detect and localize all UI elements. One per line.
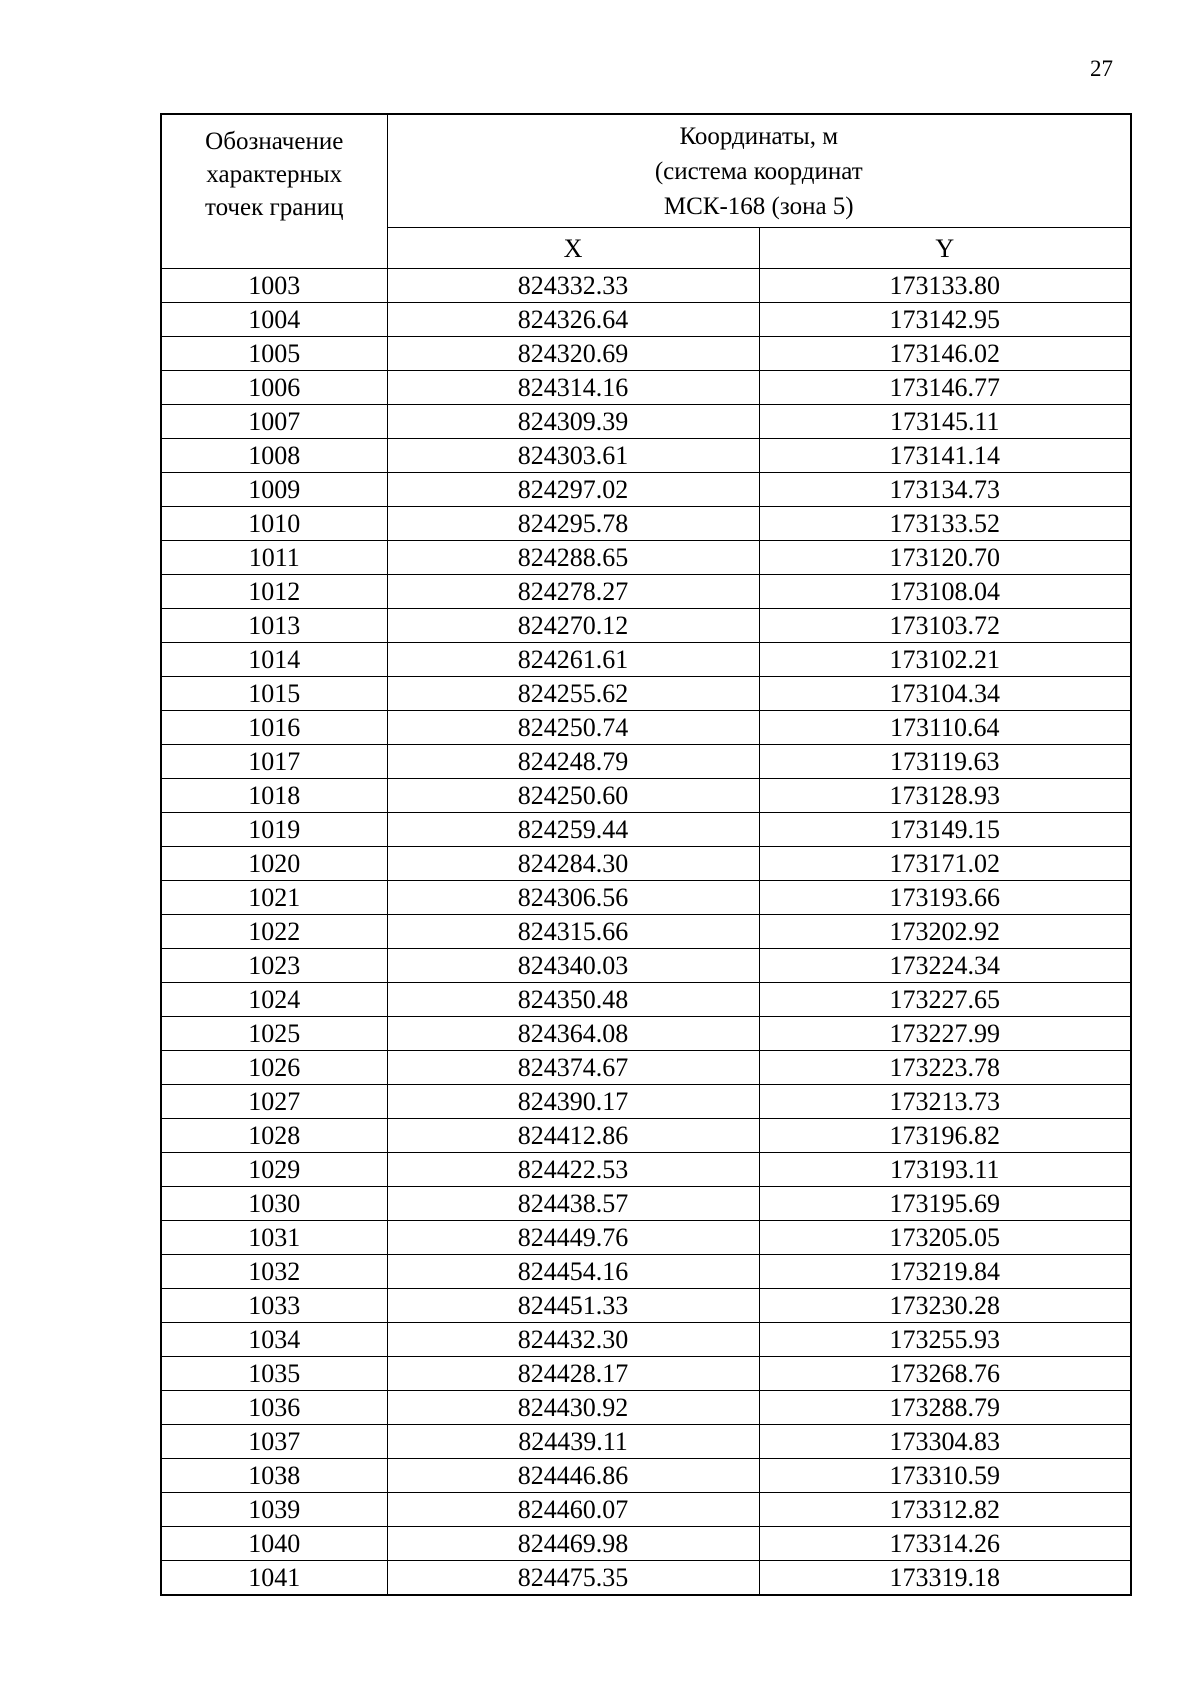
y-coordinate-cell: 173205.05 bbox=[759, 1221, 1131, 1255]
table-row bbox=[161, 983, 1131, 1017]
y-coordinate-cell: 173110.64 bbox=[759, 711, 1131, 745]
y-coordinate-cell: 173195.69 bbox=[759, 1187, 1131, 1221]
table-row bbox=[161, 881, 1131, 915]
y-coordinate-cell: 173149.15 bbox=[759, 813, 1131, 847]
y-coordinate-cell: 173193.11 bbox=[759, 1153, 1131, 1187]
point-cell: 1013 bbox=[161, 609, 387, 643]
table-row bbox=[161, 1323, 1131, 1357]
table-row bbox=[161, 1255, 1131, 1289]
y-coordinate-cell: 173134.73 bbox=[759, 473, 1131, 507]
point-cell: 1035 bbox=[161, 1357, 387, 1391]
table-row bbox=[161, 507, 1131, 541]
point-cell: 1020 bbox=[161, 847, 387, 881]
point-cell: 1040 bbox=[161, 1527, 387, 1561]
table-row bbox=[161, 439, 1131, 473]
table-row bbox=[161, 779, 1131, 813]
table-row bbox=[161, 1153, 1131, 1187]
point-cell: 1015 bbox=[161, 677, 387, 711]
y-coordinate-cell: 173145.11 bbox=[759, 405, 1131, 439]
y-coordinate-cell: 173146.77 bbox=[759, 371, 1131, 405]
x-coordinate-cell: 824295.78 bbox=[387, 507, 759, 541]
coords-header-line: Координаты, м bbox=[679, 122, 839, 150]
point-cell: 1041 bbox=[161, 1561, 387, 1596]
table-row bbox=[161, 643, 1131, 677]
x-coordinate-cell: 824449.76 bbox=[387, 1221, 759, 1255]
x-coordinate-cell: 824428.17 bbox=[387, 1357, 759, 1391]
y-coordinate-cell: 173141.14 bbox=[759, 439, 1131, 473]
point-cell: 1036 bbox=[161, 1391, 387, 1425]
y-coordinate-cell: 173133.80 bbox=[759, 269, 1131, 303]
x-coordinate-cell: 824320.69 bbox=[387, 337, 759, 371]
x-coordinate-cell: 824250.74 bbox=[387, 711, 759, 745]
point-cell: 1005 bbox=[161, 337, 387, 371]
x-coordinate-cell: 824248.79 bbox=[387, 745, 759, 779]
table-row bbox=[161, 915, 1131, 949]
x-coordinate-cell: 824315.66 bbox=[387, 915, 759, 949]
y-coordinate-cell: 173310.59 bbox=[759, 1459, 1131, 1493]
y-coordinate-cell: 173102.21 bbox=[759, 643, 1131, 677]
x-coordinate-cell: 824390.17 bbox=[387, 1085, 759, 1119]
x-coordinate-cell: 824460.07 bbox=[387, 1493, 759, 1527]
table-row bbox=[161, 677, 1131, 711]
coords-header-line: (система координат bbox=[654, 157, 863, 185]
point-cell: 1029 bbox=[161, 1153, 387, 1187]
y-coordinate-cell: 173213.73 bbox=[759, 1085, 1131, 1119]
x-coordinate-cell: 824454.16 bbox=[387, 1255, 759, 1289]
x-coordinate-cell: 824364.08 bbox=[387, 1017, 759, 1051]
x-coordinate-cell: 824469.98 bbox=[387, 1527, 759, 1561]
y-coordinate-cell: 173142.95 bbox=[759, 303, 1131, 337]
table-row bbox=[161, 303, 1131, 337]
x-coordinate-cell: 824432.30 bbox=[387, 1323, 759, 1357]
page-number: 27 bbox=[1090, 56, 1113, 81]
y-coordinate-cell: 173219.84 bbox=[759, 1255, 1131, 1289]
y-coordinate-cell: 173268.76 bbox=[759, 1357, 1131, 1391]
table-row bbox=[161, 1289, 1131, 1323]
x-coordinate-cell: 824255.62 bbox=[387, 677, 759, 711]
point-cell: 1010 bbox=[161, 507, 387, 541]
table-body bbox=[161, 269, 1131, 1596]
point-cell: 1004 bbox=[161, 303, 387, 337]
point-cell: 1039 bbox=[161, 1493, 387, 1527]
x-coordinate-cell: 824374.67 bbox=[387, 1051, 759, 1085]
point-cell: 1032 bbox=[161, 1255, 387, 1289]
y-coordinate-cell: 173224.34 bbox=[759, 949, 1131, 983]
point-cell: 1021 bbox=[161, 881, 387, 915]
y-coordinate-cell: 173314.26 bbox=[759, 1527, 1131, 1561]
y-coordinate-cell: 173227.65 bbox=[759, 983, 1131, 1017]
point-cell: 1028 bbox=[161, 1119, 387, 1153]
x-coordinate-cell: 824288.65 bbox=[387, 541, 759, 575]
x-column-header: X bbox=[387, 228, 759, 269]
point-header-line: характерных bbox=[206, 161, 343, 188]
point-cell: 1023 bbox=[161, 949, 387, 983]
y-coordinate-cell: 173223.78 bbox=[759, 1051, 1131, 1085]
y-coordinate-cell: 173104.34 bbox=[759, 677, 1131, 711]
x-coordinate-cell: 824326.64 bbox=[387, 303, 759, 337]
table-row bbox=[161, 405, 1131, 439]
table-row bbox=[161, 575, 1131, 609]
table-row bbox=[161, 847, 1131, 881]
coordinates-table bbox=[160, 113, 1132, 1596]
table-row bbox=[161, 1357, 1131, 1391]
x-coordinate-cell: 824284.30 bbox=[387, 847, 759, 881]
point-cell: 1003 bbox=[161, 269, 387, 303]
y-coordinate-cell: 173108.04 bbox=[759, 575, 1131, 609]
x-coordinate-cell: 824261.61 bbox=[387, 643, 759, 677]
x-coordinate-cell: 824278.27 bbox=[387, 575, 759, 609]
table-row bbox=[161, 1221, 1131, 1255]
x-coordinate-cell: 824422.53 bbox=[387, 1153, 759, 1187]
table-row bbox=[161, 1051, 1131, 1085]
x-coordinate-cell: 824350.48 bbox=[387, 983, 759, 1017]
point-cell: 1037 bbox=[161, 1425, 387, 1459]
y-coordinate-cell: 173120.70 bbox=[759, 541, 1131, 575]
point-cell: 1018 bbox=[161, 779, 387, 813]
table-row bbox=[161, 1561, 1131, 1596]
table-row bbox=[161, 1425, 1131, 1459]
x-coordinate-cell: 824306.56 bbox=[387, 881, 759, 915]
y-coordinate-cell: 173196.82 bbox=[759, 1119, 1131, 1153]
table-row bbox=[161, 541, 1131, 575]
point-cell: 1038 bbox=[161, 1459, 387, 1493]
y-coordinate-cell: 173288.79 bbox=[759, 1391, 1131, 1425]
x-coordinate-cell: 824303.61 bbox=[387, 439, 759, 473]
y-coordinate-cell: 173133.52 bbox=[759, 507, 1131, 541]
table-row bbox=[161, 1119, 1131, 1153]
point-cell: 1006 bbox=[161, 371, 387, 405]
point-cell: 1007 bbox=[161, 405, 387, 439]
y-coordinate-cell: 173103.72 bbox=[759, 609, 1131, 643]
point-cell: 1025 bbox=[161, 1017, 387, 1051]
point-cell: 1017 bbox=[161, 745, 387, 779]
point-cell: 1024 bbox=[161, 983, 387, 1017]
x-coordinate-cell: 824340.03 bbox=[387, 949, 759, 983]
y-coordinate-cell: 173119.63 bbox=[759, 745, 1131, 779]
table-row bbox=[161, 1017, 1131, 1051]
table-row bbox=[161, 1493, 1131, 1527]
y-column-header: Y bbox=[759, 228, 1131, 269]
point-cell: 1026 bbox=[161, 1051, 387, 1085]
x-coordinate-cell: 824314.16 bbox=[387, 371, 759, 405]
point-header-line: Обозначение bbox=[205, 128, 344, 155]
y-coordinate-cell: 173230.28 bbox=[759, 1289, 1131, 1323]
point-column-header bbox=[161, 114, 387, 269]
point-cell: 1030 bbox=[161, 1187, 387, 1221]
y-coordinate-cell: 173146.02 bbox=[759, 337, 1131, 371]
coordinates-group-header bbox=[387, 114, 1131, 228]
table-row bbox=[161, 371, 1131, 405]
x-coordinate-cell: 824430.92 bbox=[387, 1391, 759, 1425]
y-coordinate-cell: 173255.93 bbox=[759, 1323, 1131, 1357]
point-cell: 1016 bbox=[161, 711, 387, 745]
coords-header-line: МСК-168 (зона 5) bbox=[663, 192, 854, 220]
y-coordinate-cell: 173304.83 bbox=[759, 1425, 1131, 1459]
x-coordinate-cell: 824438.57 bbox=[387, 1187, 759, 1221]
table-row bbox=[161, 1085, 1131, 1119]
x-coordinate-cell: 824439.11 bbox=[387, 1425, 759, 1459]
x-coordinate-cell: 824259.44 bbox=[387, 813, 759, 847]
point-cell: 1019 bbox=[161, 813, 387, 847]
table-row bbox=[161, 609, 1131, 643]
point-cell: 1034 bbox=[161, 1323, 387, 1357]
y-coordinate-cell: 173319.18 bbox=[759, 1561, 1131, 1596]
x-coordinate-cell: 824451.33 bbox=[387, 1289, 759, 1323]
table-row bbox=[161, 745, 1131, 779]
y-coordinate-cell: 173312.82 bbox=[759, 1493, 1131, 1527]
table-row bbox=[161, 1391, 1131, 1425]
point-cell: 1022 bbox=[161, 915, 387, 949]
x-coordinate-cell: 824270.12 bbox=[387, 609, 759, 643]
point-cell: 1014 bbox=[161, 643, 387, 677]
table-row bbox=[161, 949, 1131, 983]
point-cell: 1009 bbox=[161, 473, 387, 507]
point-cell: 1012 bbox=[161, 575, 387, 609]
y-coordinate-cell: 173171.02 bbox=[759, 847, 1131, 881]
x-coordinate-cell: 824475.35 bbox=[387, 1561, 759, 1596]
point-cell: 1008 bbox=[161, 439, 387, 473]
table-row bbox=[161, 1527, 1131, 1561]
table-row bbox=[161, 711, 1131, 745]
table-row bbox=[161, 473, 1131, 507]
x-coordinate-cell: 824297.02 bbox=[387, 473, 759, 507]
y-coordinate-cell: 173128.93 bbox=[759, 779, 1131, 813]
point-header-line: точек границ bbox=[204, 194, 344, 221]
x-coordinate-cell: 824332.33 bbox=[387, 269, 759, 303]
y-coordinate-cell: 173193.66 bbox=[759, 881, 1131, 915]
point-cell: 1031 bbox=[161, 1221, 387, 1255]
table-row bbox=[161, 1187, 1131, 1221]
x-coordinate-cell: 824309.39 bbox=[387, 405, 759, 439]
x-coordinate-cell: 824250.60 bbox=[387, 779, 759, 813]
y-coordinate-cell: 173227.99 bbox=[759, 1017, 1131, 1051]
point-cell: 1033 bbox=[161, 1289, 387, 1323]
table-row bbox=[161, 1459, 1131, 1493]
table-row bbox=[161, 269, 1131, 303]
point-cell: 1027 bbox=[161, 1085, 387, 1119]
table-row bbox=[161, 813, 1131, 847]
x-coordinate-cell: 824446.86 bbox=[387, 1459, 759, 1493]
point-cell: 1011 bbox=[161, 541, 387, 575]
x-coordinate-cell: 824412.86 bbox=[387, 1119, 759, 1153]
table-row bbox=[161, 337, 1131, 371]
y-coordinate-cell: 173202.92 bbox=[759, 915, 1131, 949]
